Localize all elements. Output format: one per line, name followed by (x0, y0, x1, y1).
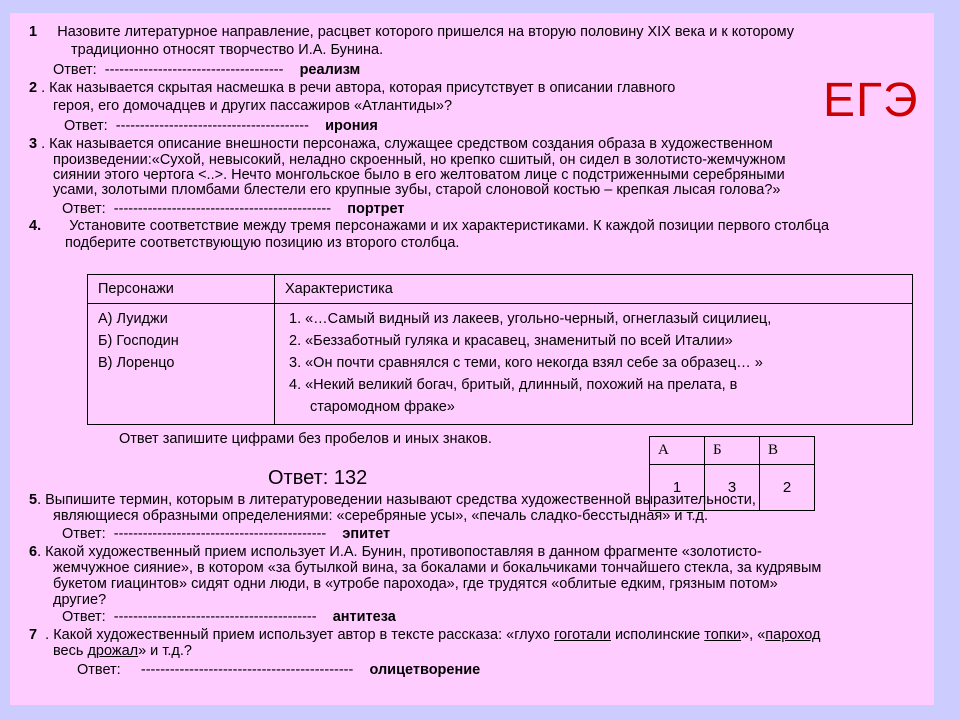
underlined-word: пароход (765, 627, 821, 643)
question-3-line-3: сиянии этого чертога <..>. Нечто монгольское было в его желтоватом лице с подстриженными серебряными (53, 167, 785, 183)
answer-label: Ответ: (53, 62, 97, 78)
question-2 (29, 80, 675, 97)
answer-5 (62, 526, 390, 543)
trait-item: 2. «Беззаботный гуляка и красавец, знаменитый по всей Италии» (289, 333, 733, 349)
question-number: 4. (29, 218, 42, 234)
question-text: весь (53, 643, 88, 659)
character-item: В) Лоренцо (98, 355, 175, 371)
answer-dashes: ------------------------------------- (104, 62, 284, 78)
question-text: », « (741, 627, 766, 643)
underlined-word: топки (704, 627, 742, 643)
question-1-line-2: традиционно относят творчество И.А. Бунина. (71, 42, 384, 58)
question-7-line-2 (53, 643, 192, 660)
answer-4: Ответ: 132 (268, 467, 368, 489)
traits-cell (275, 304, 913, 425)
grid-value-a: 1 (650, 465, 705, 511)
slide (10, 13, 934, 705)
table-header-row (88, 275, 913, 304)
question-5 (29, 492, 756, 509)
grid-value-b: 3 (705, 465, 760, 511)
answer-dashes: ---------------------------------------- (115, 118, 309, 134)
answer-value: эпитет (342, 526, 391, 542)
question-6-line-3: букетом гиацинтов» сидят одни люди, в «утробе парохода», где трудятся «облитые едким, грязным потом» (53, 576, 778, 592)
answer-dashes: --------------------------------------------- (113, 201, 332, 217)
question-text: Назовите литературное направление, расцвет которого пришелся на вторую половину XIX века и к которому (57, 24, 795, 40)
grid-header-v: В (760, 437, 815, 465)
question-text: . Выпишите термин, которым в литературоведении называют средства художественной выразительности, (37, 492, 756, 508)
answer-value: олицетворение (369, 662, 481, 678)
question-6-line-2: жемчужное сияние», в котором «за бутылкой вина, за бокалами и бокальчиками тончайшего стекла, за кудрявым (53, 560, 822, 576)
table-row (88, 304, 913, 425)
answer-dashes: -------------------------------------------- (113, 526, 327, 542)
question-text: исполинские (610, 627, 705, 643)
column-header-characters: Персонажи (88, 275, 275, 304)
question-3-line-2: произведении:«Сухой, невысокий, неладно скроенный, но крепко сшитый, он сидел в золотисто-жемчужном (53, 152, 786, 168)
character-item: А) Луиджи (98, 311, 168, 327)
characters-cell (88, 304, 275, 425)
underlined-word: гоготали (554, 627, 611, 643)
question-2-line-2: героя, его домочадцев и других пассажиров «Атлантиды»? (53, 98, 453, 114)
question-text: » и т.д.? (138, 643, 192, 659)
answer-dashes: -------------------------------------------- (140, 662, 354, 678)
answer-value: портрет (347, 201, 405, 217)
answer-grid-header (650, 437, 815, 465)
question-number: 1 (29, 24, 38, 40)
question-number: 3 (29, 136, 38, 152)
question-6-line-4: другие? (53, 592, 107, 608)
grid-value-v: 2 (760, 465, 815, 511)
trait-item: 3. «Он почти сравнялся с теми, кого некогда взял себе за образец… » (289, 355, 763, 371)
trait-item: 4. «Некий великий богач, бритый, длинный, похожий на прелата, в (289, 377, 738, 393)
question-number: 2 (29, 80, 38, 96)
question-text: . Какой художественный прием использует автор в тексте рассказа: «глухо (45, 627, 555, 643)
answer-dashes: ------------------------------------------ (113, 609, 317, 625)
question-5-line-2: являющиеся образными определениями: «серебряные усы», «печаль сладко-бесстыдная» и т.д. (53, 508, 709, 524)
answer-value: реализм (299, 62, 361, 78)
character-item: Б) Господин (98, 333, 179, 349)
trait-item: 1. «…Самый видный из лакеев, угольно-черный, огнеглазый сицилиец, (289, 311, 772, 327)
question-6 (29, 544, 762, 561)
answer-2 (64, 118, 378, 135)
question-4-line-2: подберите соответствующую позицию из второго столбца. (65, 235, 460, 251)
question-3 (29, 136, 773, 153)
question-text: Установите соответствие между тремя персонажами и их характеристиками. К каждой позиции первого столбца (69, 218, 830, 234)
question-7 (29, 627, 820, 644)
answer-3 (62, 201, 404, 218)
question-4 (29, 218, 829, 235)
answer-1 (53, 62, 360, 79)
characters-table (87, 274, 913, 425)
question-text: . Какой художественный прием использует И.А. Бунин, противопоставляя в данном фрагменте «золотисто- (37, 544, 762, 560)
trait-item: старомодном фраке» (310, 399, 455, 415)
answer-label: Ответ: (64, 118, 108, 134)
question-3-line-4: усами, золотыми пломбами блестели его крупные зубы, старой слоновой костью – крепкая лысая голова?» (53, 182, 781, 198)
answer-label: Ответ: (62, 526, 106, 542)
answer-label: Ответ: (62, 201, 106, 217)
question-number: 5 (29, 492, 38, 508)
answer-value: антитеза (332, 609, 396, 625)
answer-label: Ответ: (77, 662, 121, 678)
ege-badge: ЕГЭ (823, 74, 919, 127)
grid-header-b: Б (705, 437, 760, 465)
question-number: 6 (29, 544, 38, 560)
answer-6 (62, 609, 396, 626)
question-number: 7 (29, 627, 38, 643)
grid-header-a: А (650, 437, 705, 465)
column-header-traits: Характеристика (275, 275, 913, 304)
answer-instruction: Ответ запишите цифрами без пробелов и иных знаков. (119, 431, 492, 447)
answer-value: ирония (325, 118, 378, 134)
answer-label: Ответ: (62, 609, 106, 625)
question-text: . Как называется описание внешности персонажа, служащее средством создания образа в художественном (41, 136, 773, 152)
question-1 (29, 24, 794, 41)
answer-7 (77, 662, 480, 679)
question-text: . Как называется скрытая насмешка в речи автора, которая присутствует в описании главного (41, 80, 676, 96)
underlined-word: дрожал (87, 643, 139, 659)
